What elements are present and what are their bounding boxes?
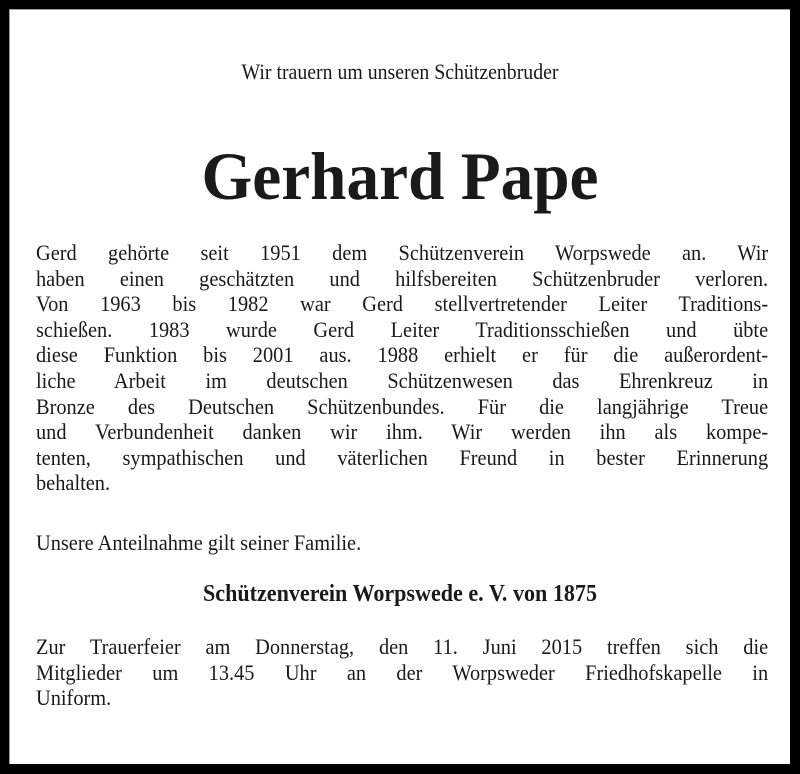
funeral-info-paragraph [36, 634, 768, 711]
text-line: behalten. [36, 470, 111, 496]
intro-line: Wir trauern um unseren Schützenbruder [241, 59, 559, 84]
text-line: und Verbundenheit danken wir ihm. Wir werden ihn als kompe- [36, 419, 769, 445]
text-line: Mitglieder um 13.45 Uhr an der Worpsweder Friedhofskapelle in [36, 659, 769, 685]
text-line: Von 1963 bis 1982 war Gerd stellvertretender Leiter Traditions- [36, 291, 769, 317]
text-line: Unsere Anteilnahme gilt seiner Familie. [36, 530, 362, 555]
text-line: diese Funktion bis 2001 aus. 1988 erhielt er für die außerordent- [36, 342, 769, 368]
text-line: haben einen geschätzten und hilfsbereiten Schützenbruder verloren. [36, 265, 769, 291]
text-line: Gerd gehörte seit 1951 dem Schützenverein Worpswede an. Wir [36, 240, 769, 265]
club-signature: Schützenverein Worpswede e. V. von 1875 [203, 581, 597, 607]
tribute-paragraph [36, 240, 768, 496]
obituary-notice [9, 9, 790, 764]
text-line: liche Arbeit im deutschen Schützenwesen das Ehrenkreuz in [36, 367, 769, 393]
condolence-line [36, 530, 768, 556]
text-line: Uniform. [36, 685, 112, 711]
text-line: Bronze des Deutschen Schützenbundes. Für die langjährige Treue [36, 393, 769, 419]
text-line: tenten, sympathischen und väterlichen Freund in bester Erinnerung [36, 444, 769, 470]
text-line: schießen. 1983 wurde Gerd Leiter Traditionsschießen und übte [36, 316, 769, 342]
deceased-name: Gerhard Pape [201, 138, 599, 214]
text-line: Zur Trauerfeier am Donnerstag, den 11. Juni 2015 treffen sich die [36, 634, 769, 659]
